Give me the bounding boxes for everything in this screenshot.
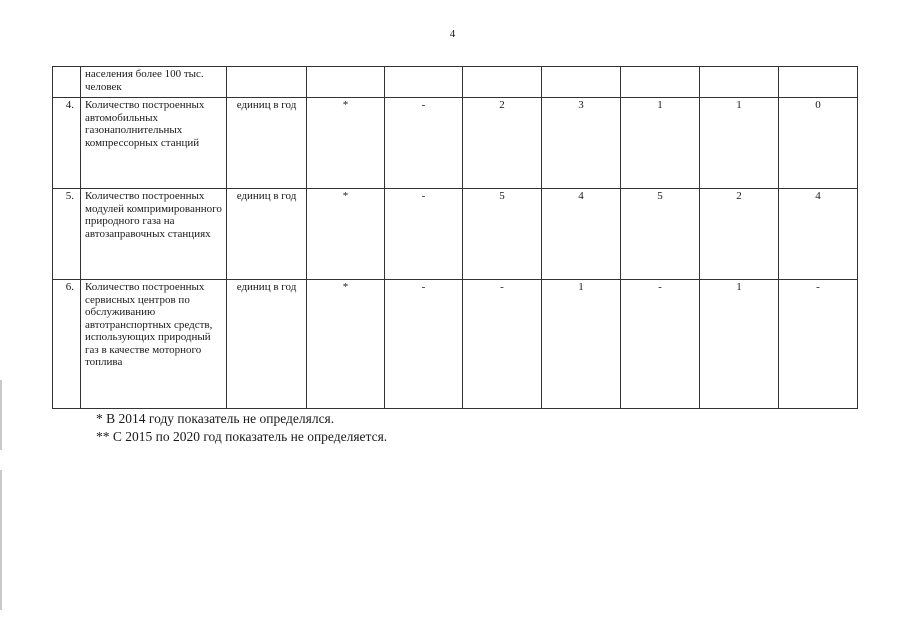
scan-edge-mark xyxy=(0,380,2,450)
table-row xyxy=(53,280,858,409)
value-cell: 2 xyxy=(463,98,542,189)
row-number: 4. xyxy=(53,98,81,189)
scan-edge-mark xyxy=(0,470,2,610)
footnote: * В 2014 году показатель не определялся. xyxy=(96,411,335,426)
value-cell: 3 xyxy=(542,98,621,189)
row-number: 5. xyxy=(53,189,81,280)
value-cell: 4 xyxy=(779,189,858,280)
value-cell: - xyxy=(385,189,463,280)
value-cell xyxy=(385,67,463,98)
value-cell: * xyxy=(307,280,385,409)
value-cell: - xyxy=(621,280,700,409)
value-cell: 1 xyxy=(700,280,779,409)
table-row xyxy=(53,98,858,189)
value-cell: 1 xyxy=(621,98,700,189)
footnotes xyxy=(96,410,387,446)
value-cell: 1 xyxy=(542,280,621,409)
table-row xyxy=(53,67,858,98)
indicator-name: населения более 100 тыс. человек xyxy=(81,67,227,98)
unit-cell: единиц в год xyxy=(227,280,307,409)
row-number: 6. xyxy=(53,280,81,409)
value-cell: - xyxy=(385,280,463,409)
unit-cell: единиц в год xyxy=(227,189,307,280)
value-cell: 5 xyxy=(621,189,700,280)
value-cell: * xyxy=(307,98,385,189)
value-cell xyxy=(621,67,700,98)
value-cell xyxy=(779,67,858,98)
value-cell xyxy=(307,67,385,98)
value-cell xyxy=(463,67,542,98)
table-row xyxy=(53,189,858,280)
value-cell: - xyxy=(779,280,858,409)
value-cell: 2 xyxy=(700,189,779,280)
value-cell xyxy=(542,67,621,98)
value-cell: 5 xyxy=(463,189,542,280)
unit-cell: единиц в год xyxy=(227,98,307,189)
indicator-name: Количество построенных автомобильных газонаполнительных компрессорных станций xyxy=(81,98,227,189)
indicator-name: Количество построенных модулей компримированного природного газа на автозаправочных станциях xyxy=(81,189,227,280)
value-cell: - xyxy=(463,280,542,409)
value-cell xyxy=(700,67,779,98)
value-cell: - xyxy=(385,98,463,189)
value-cell: * xyxy=(307,189,385,280)
indicators-table xyxy=(52,66,858,409)
indicator-name: Количество построенных сервисных центров по обслуживанию автотранспортных средств, использующих природный газ в качестве моторного топлива xyxy=(81,280,227,409)
row-number xyxy=(53,67,81,98)
footnote: ** С 2015 по 2020 год показатель не определяется. xyxy=(96,429,388,444)
value-cell: 1 xyxy=(700,98,779,189)
unit-cell xyxy=(227,67,307,98)
page-number: 4 xyxy=(449,28,456,40)
value-cell: 4 xyxy=(542,189,621,280)
value-cell: 0 xyxy=(779,98,858,189)
